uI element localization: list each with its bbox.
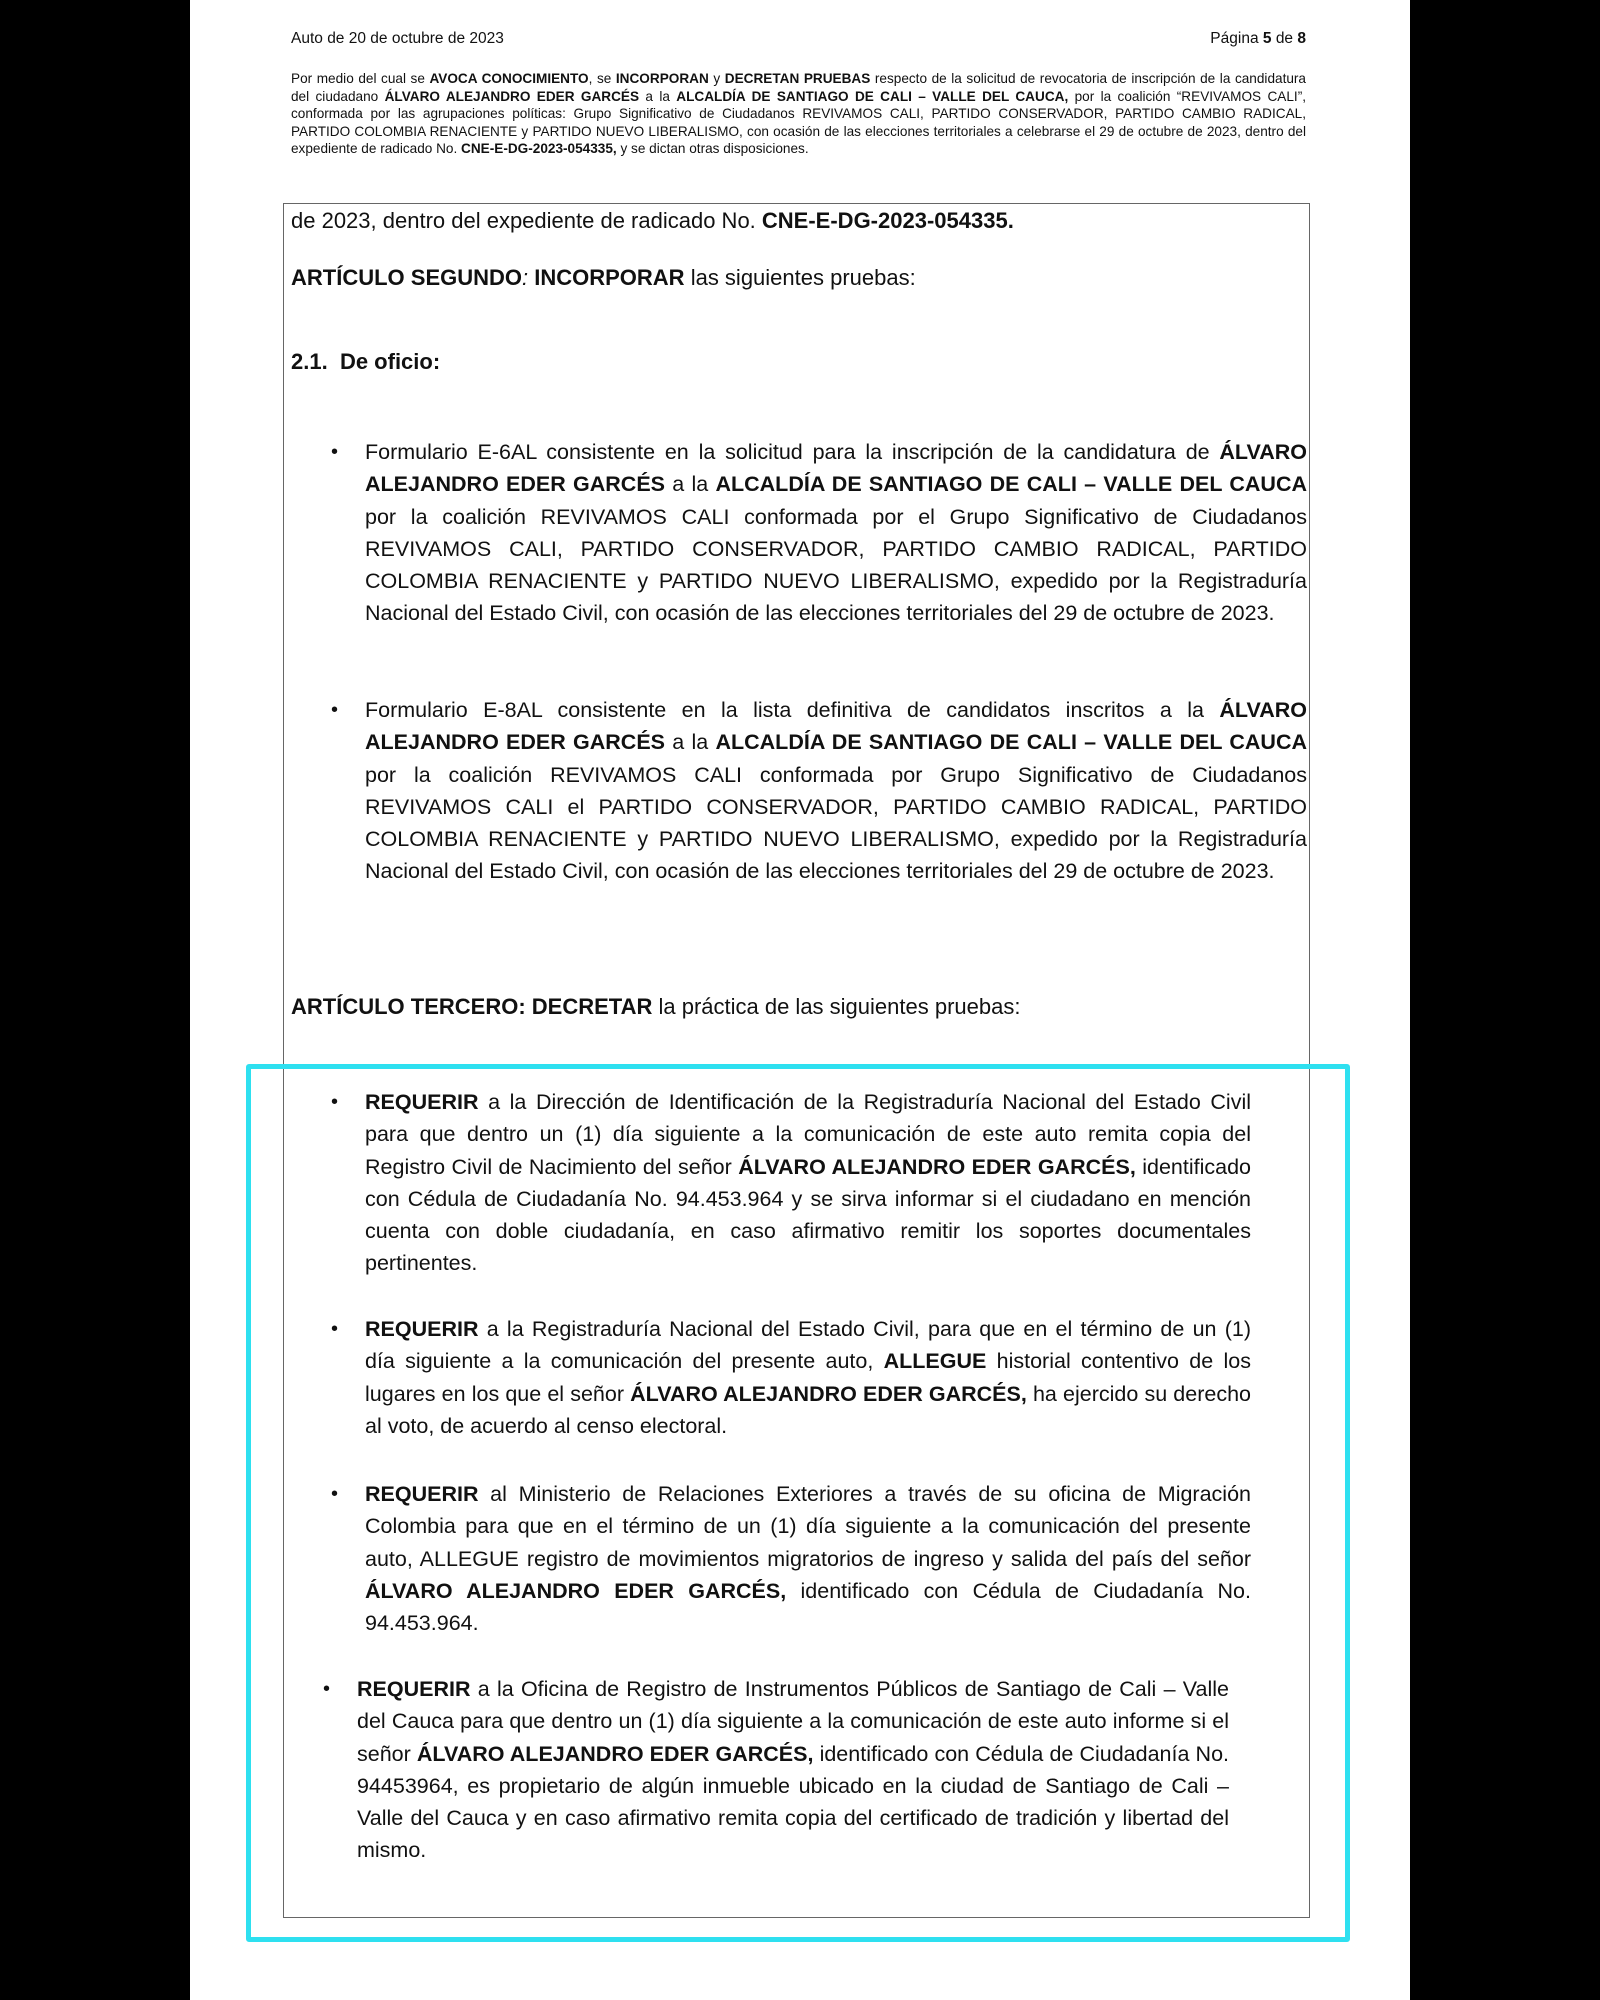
bullet-icon: •: [331, 699, 339, 721]
bullet-icon: •: [331, 1483, 339, 1505]
continuation-line: de 2023, dentro del expediente de radicado No. CNE-E-DG-2023-054335.: [291, 208, 1014, 233]
document-summary: Por medio del cual se AVOCA CONOCIMIENTO, se INCORPORAN y DECRETAN PRUEBAS respecto de la solicitud de revocatoria de inscripción de la candidatura del ciudadano ÁLVARO ALEJANDRO EDER GARCÉS a la ALCALDÍA DE SANTIAGO DE CALI – VALLE DEL CAUCA, por la coalición “REVIVAMOS CALI”, conformada por las agrupaciones políticas: Grupo Significativo de Ciudadanos REVIVAMOS CALI, PARTIDO CONSERVADOR, PARTIDO CAMBIO RADICAL, PARTIDO COLOMBIA RENACIENTE y PARTIDO NUEVO LIBERALISMO, con ocasión de las elecciones territoriales a celebrarse el 29 de octubre de 2023, dentro del expediente de radicado No. CNE-E-DG-2023-054335, y se dictan otras disposiciones.: [291, 71, 1307, 156]
header-page-number: Página 5 de 8: [1210, 30, 1306, 47]
bullet-icon: •: [331, 441, 339, 463]
article-tercero: ARTÍCULO TERCERO: DECRETAR la práctica de las siguientes pruebas:: [291, 994, 1021, 1019]
list-item: • REQUERIR a la Registraduría Nacional del Estado Civil, para que en el término de un (1) día siguiente a la comunicación del presente auto, ALLEGUE historial contentivo de los lugares en los que el señor ÁLVARO ALEJANDRO EDER GARCÉS, ha ejercido su derecho al voto, de acuerdo al censo electoral.: [365, 1313, 1251, 1442]
bullet-icon: •: [331, 1318, 339, 1340]
list-item: • REQUERIR a la Oficina de Registro de Instrumentos Públicos de Santiago de Cali – Valle del Cauca para que dentro un (1) día siguiente a la comunicación de este auto informe si el señor ÁLVARO ALEJANDRO EDER GARCÉS, identificado con Cédula de Ciudadanía No. 94453964, es propietario de algún inmueble ubicado en la ciudad de Santiago de Cali – Valle del Cauca y en caso afirmativo remita copia del certificado de tradición y libertad del mismo.: [357, 1673, 1229, 1867]
bullet-icon: •: [323, 1678, 331, 1700]
list-item: • REQUERIR al Ministerio de Relaciones Exteriores a través de su oficina de Migración Colombia para que en el término de un (1) día siguiente a la comunicación del presente auto, ALLEGUE registro de movimientos migratorios de ingreso y salida del país del señor ÁLVARO ALEJANDRO EDER GARCÉS, identificado con Cédula de Ciudadanía No. 94.453.964.: [365, 1478, 1251, 1639]
list-item: • Formulario E-6AL consistente en la solicitud para la inscripción de la candidatura de ÁLVARO ALEJANDRO EDER GARCÉS a la ALCALDÍA DE SANTIAGO DE CALI – VALLE DEL CAUCA por la coalición REVIVAMOS CALI conformada por el Grupo Significativo de Ciudadanos REVIVAMOS CALI, PARTIDO CONSERVADOR, PARTIDO CAMBIO RADICAL, PARTIDO COLOMBIA RENACIENTE y PARTIDO NUEVO LIBERALISMO, expedido por la Registraduría Nacional del Estado Civil, con ocasión de las elecciones territoriales del 29 de octubre de 2023.: [365, 436, 1307, 630]
highlight-box: [246, 1064, 1350, 1942]
subsection-heading: 2.1. De oficio:: [291, 349, 441, 374]
bullet-icon: •: [331, 1091, 339, 1113]
header-date: Auto de 20 de octubre de 2023: [291, 30, 504, 47]
list-item: • REQUERIR a la Dirección de Identificación de la Registraduría Nacional del Estado Civil para que dentro un (1) día siguiente a la comunicación de este auto remita copia del Registro Civil de Nacimiento del señor ÁLVARO ALEJANDRO EDER GARCÉS, identificado con Cédula de Ciudadanía No. 94.453.964 y se sirva informar si el ciudadano en mención cuenta con doble ciudadanía, en caso afirmativo remitir los soportes documentales pertinentes.: [365, 1086, 1251, 1280]
article-segundo: ARTÍCULO SEGUNDO: INCORPORAR las siguientes pruebas:: [291, 265, 916, 290]
list-item: • Formulario E-8AL consistente en la lista definitiva de candidatos inscritos a la ÁLVARO ALEJANDRO EDER GARCÉS a la ALCALDÍA DE SANTIAGO DE CALI – VALLE DEL CAUCA por la coalición REVIVAMOS CALI conformada por Grupo Significativo de Ciudadanos REVIVAMOS CALI el PARTIDO CONSERVADOR, PARTIDO CAMBIO RADICAL, PARTIDO COLOMBIA RENACIENTE y PARTIDO NUEVO LIBERALISMO, expedido por la Registraduría Nacional del Estado Civil, con ocasión de las elecciones territoriales del 29 de octubre de 2023.: [365, 694, 1307, 888]
